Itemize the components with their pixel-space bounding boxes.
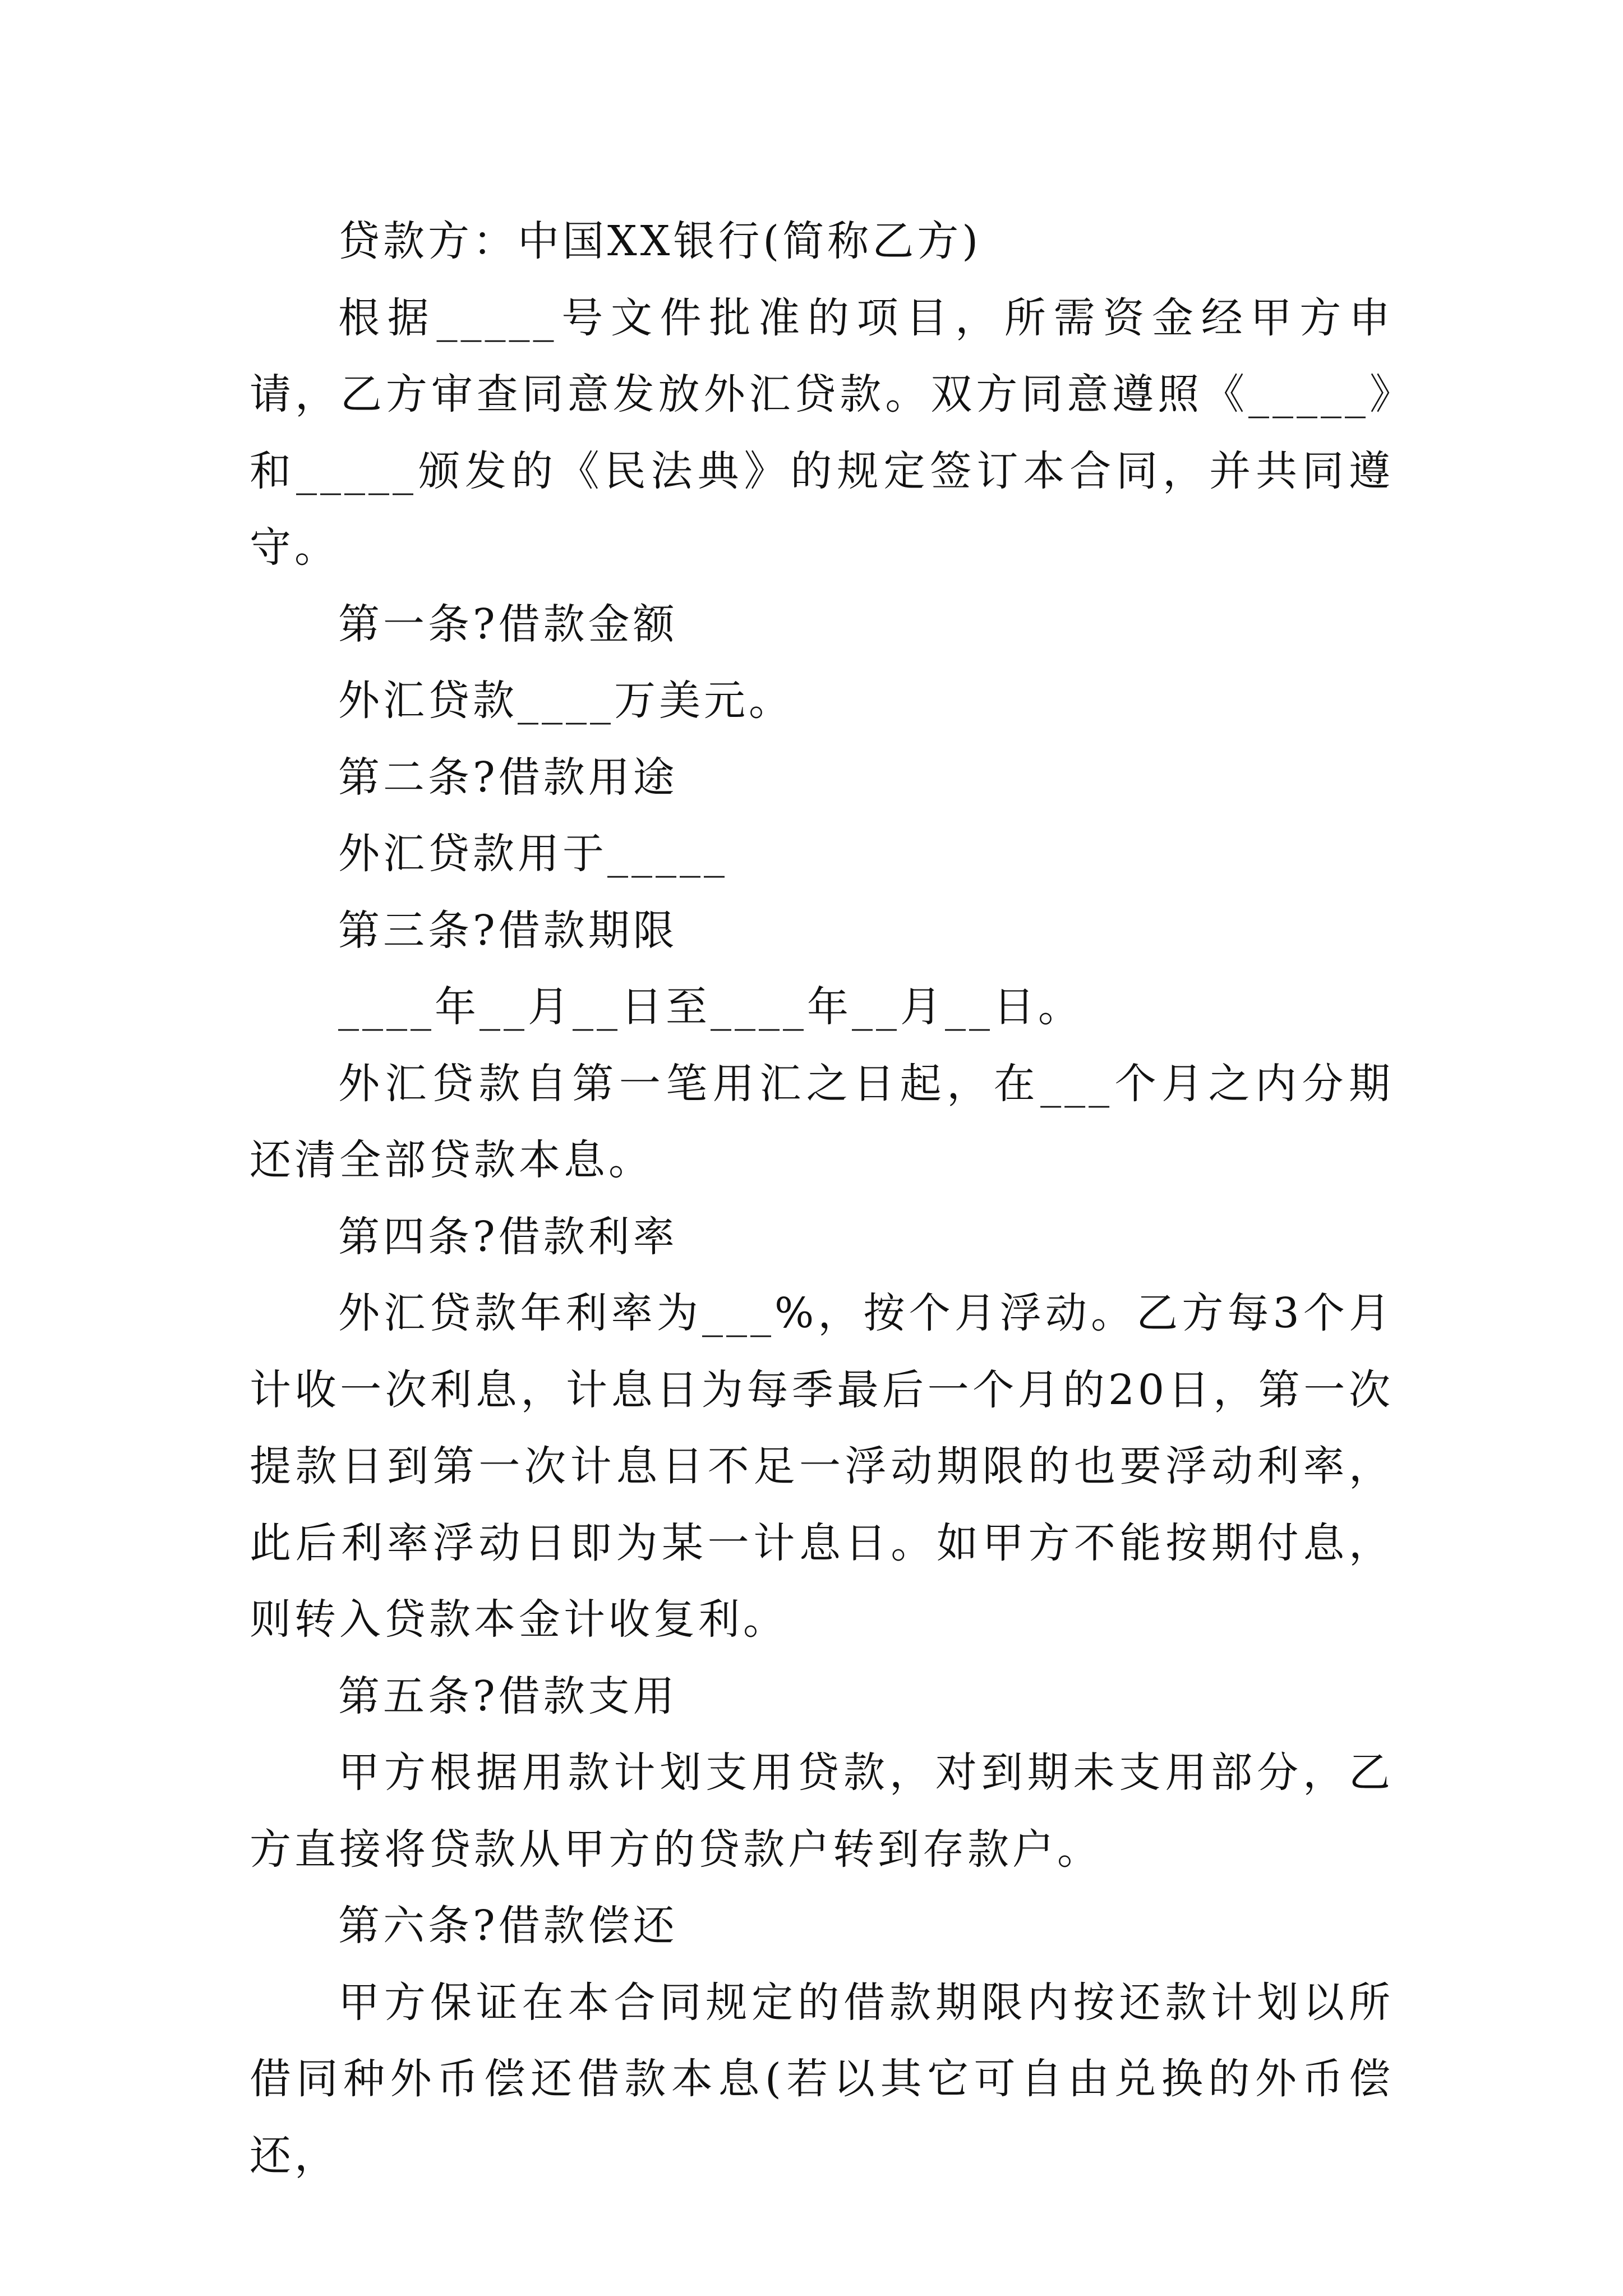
article-6-body: 甲方保证在本合同规定的借款期限内按还款计划以所借同种外币偿还借款本息(若以其它可自由兑换的外币偿还， — [250, 1978, 1394, 2180]
article-2-heading: 第二条?借款用途 — [338, 753, 678, 802]
document-body — [250, 203, 1394, 2194]
article-1-heading: 第一条?借款金额 — [338, 600, 678, 648]
article-4-heading: 第四条?借款利率 — [338, 1212, 678, 1261]
article-1-body: 外汇贷款____万美元。 — [338, 677, 794, 725]
article-5-heading: 第五条?借款支用 — [338, 1672, 678, 1720]
article-2-body: 外汇贷款用于_____ — [338, 830, 728, 878]
article-3-heading: 第三条?借款期限 — [338, 906, 678, 955]
article-3-body: 外汇贷款自第一笔用汇之日起，在___个月之内分期还清全部贷款本息。 — [250, 1059, 1394, 1184]
article-5-body: 甲方根据用款计划支用贷款，对到期未支用部分，乙方直接将贷款从甲方的贷款户转到存款户。 — [250, 1749, 1394, 1874]
article-4-body: 外汇贷款年利率为___%，按个月浮动。乙方每3个月计收一次利息，计息日为每季最后一个月的20日，第一次提款日到第一次计息日不足一浮动期限的也要浮动利率，此后利率浮动日即为某一计息日。如甲方不能按期付息，则转入贷款本金计收复利。 — [250, 1289, 1394, 1644]
intro-paragraph: 根据_____号文件批准的项目，所需资金经甲方申请，乙方审查同意发放外汇贷款。双方同意遵照《_____》和_____颁发的《民法典》的规定签订本合同，并共同遵守。 — [250, 293, 1394, 572]
lender-line: 贷款方：中国XX银行(简称乙方) — [338, 217, 982, 265]
article-6-heading: 第六条?借款偿还 — [338, 1902, 678, 1950]
article-3-dates: ____年__月__日至____年__月__日。 — [338, 983, 1083, 1031]
